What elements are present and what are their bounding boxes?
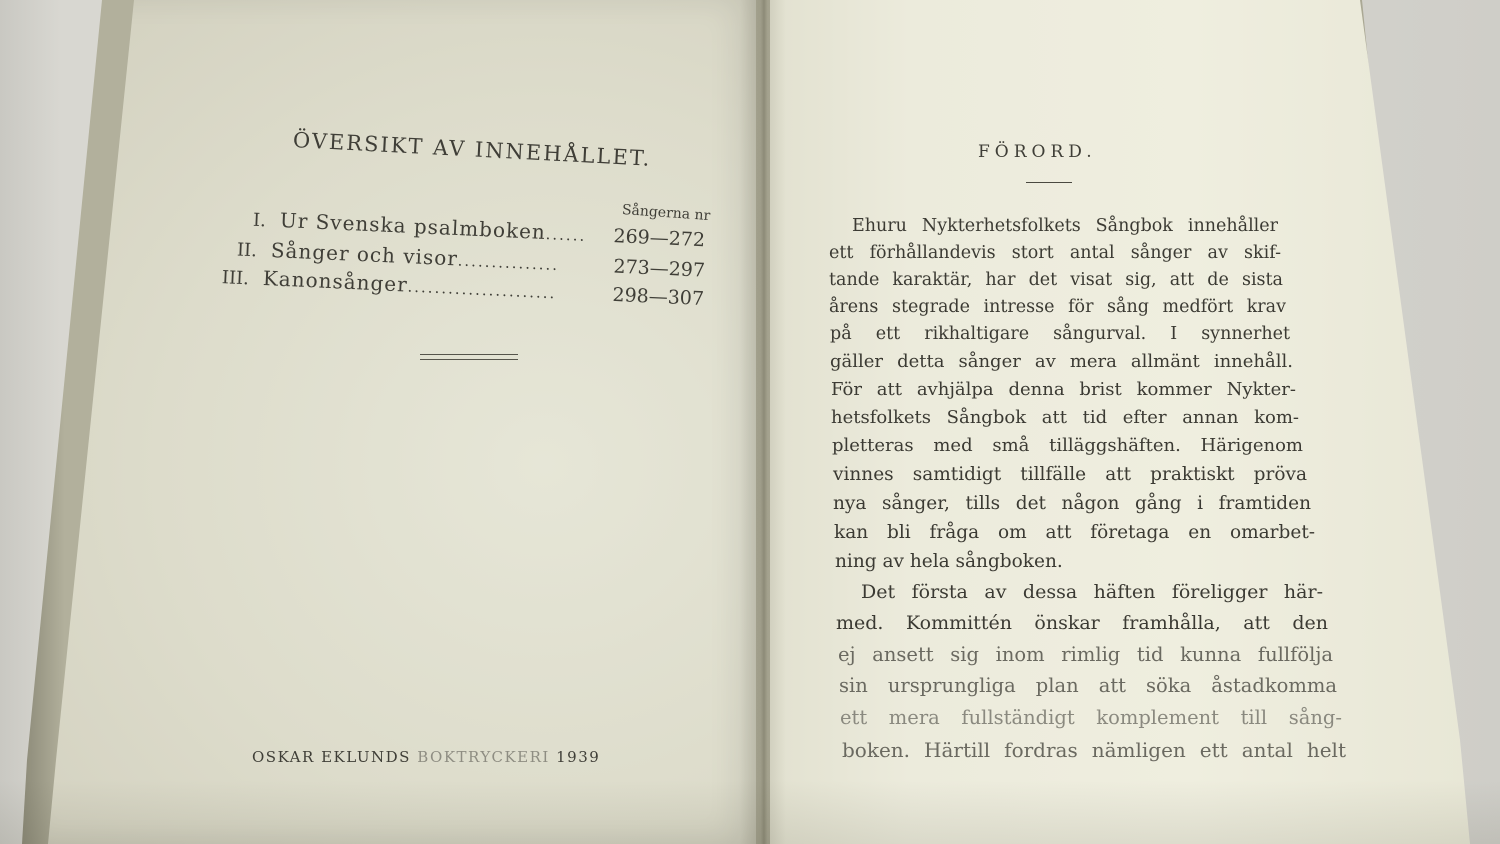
printer-year: 1939	[556, 748, 601, 766]
toc-entry-numeral: I.	[252, 209, 267, 232]
body-line: sin ursprungliga plan att söka åstadkomma	[839, 674, 1337, 697]
body-line: på ett rikhaltigare sångurval. I synnerhet	[830, 324, 1290, 344]
body-line: ej ansett sig inom rimlig tid kunna fullfölja	[838, 643, 1333, 666]
body-line: gäller detta sånger av mera allmänt innehåll.	[830, 351, 1293, 372]
body-line: kan bli fråga om att företaga en omarbet-	[834, 522, 1315, 543]
body-line: pletteras med små tilläggshäften. Härigenom	[832, 435, 1303, 456]
body-line: tande karaktär, har det visat sig, att de sista	[829, 270, 1283, 290]
toc-entry-range: 298—307	[612, 283, 705, 311]
body-line: Ehuru Nykterhetsfolkets Sångbok innehåller	[852, 216, 1278, 236]
toc-entry-leader: ......................	[407, 277, 557, 303]
printer-imprint	[252, 748, 600, 766]
toc-entry-leader: ......	[545, 225, 587, 245]
toc-entry-title: Ur Svenska psalmboken	[279, 208, 547, 245]
body-line: ett mera fullständigt komplement till sång-	[840, 706, 1342, 729]
left-page	[48, 0, 756, 844]
toc-column-header: Sångerna nr	[621, 202, 711, 225]
toc-entry-numeral: II.	[236, 239, 258, 262]
book-gutter	[740, 0, 786, 844]
body-line: vinnes samtidigt tillfälle att praktiskt pröva	[833, 464, 1307, 485]
foreword-title: FÖRORD.	[978, 142, 1097, 162]
printer-faded-word: BOKTRYCKERI	[417, 748, 550, 766]
body-line: årens stegrade intresse för sång medfört krav	[829, 297, 1286, 317]
toc-title: ÖVERSIKT AV INNEHÅLLET.	[292, 128, 652, 171]
body-line: boken. Härtill fordras nämligen ett antal helt	[842, 738, 1346, 762]
double-rule-divider	[420, 354, 518, 360]
toc-entry-range: 273—297	[613, 255, 706, 282]
toc-entry-title: Sånger och visor	[270, 238, 459, 271]
toc-entry-range: 269—272	[613, 225, 706, 252]
toc-entry-title: Kanonsånger	[262, 266, 409, 297]
toc-entry-leader: ...............	[457, 251, 560, 275]
title-rule	[1026, 182, 1072, 183]
toc-entry-numeral: III.	[221, 267, 250, 290]
body-line: hetsfolkets Sångbok att tid efter annan kom-	[831, 407, 1299, 428]
body-line: Det första av dessa häften föreligger här-	[861, 581, 1323, 603]
bottom-shadow	[0, 780, 1500, 844]
printer-name: OSKAR EKLUNDS	[252, 748, 411, 766]
body-line: För att avhjälpa denna brist kommer Nykter-	[831, 379, 1296, 400]
body-line: ning av hela sångboken.	[835, 551, 1063, 572]
body-line: nya sånger, tills det någon gång i framtiden	[833, 493, 1311, 514]
body-line: ett förhållandevis stort antal sånger av skif-	[829, 243, 1281, 263]
body-line: med. Kommittén önskar framhålla, att den	[836, 612, 1328, 634]
